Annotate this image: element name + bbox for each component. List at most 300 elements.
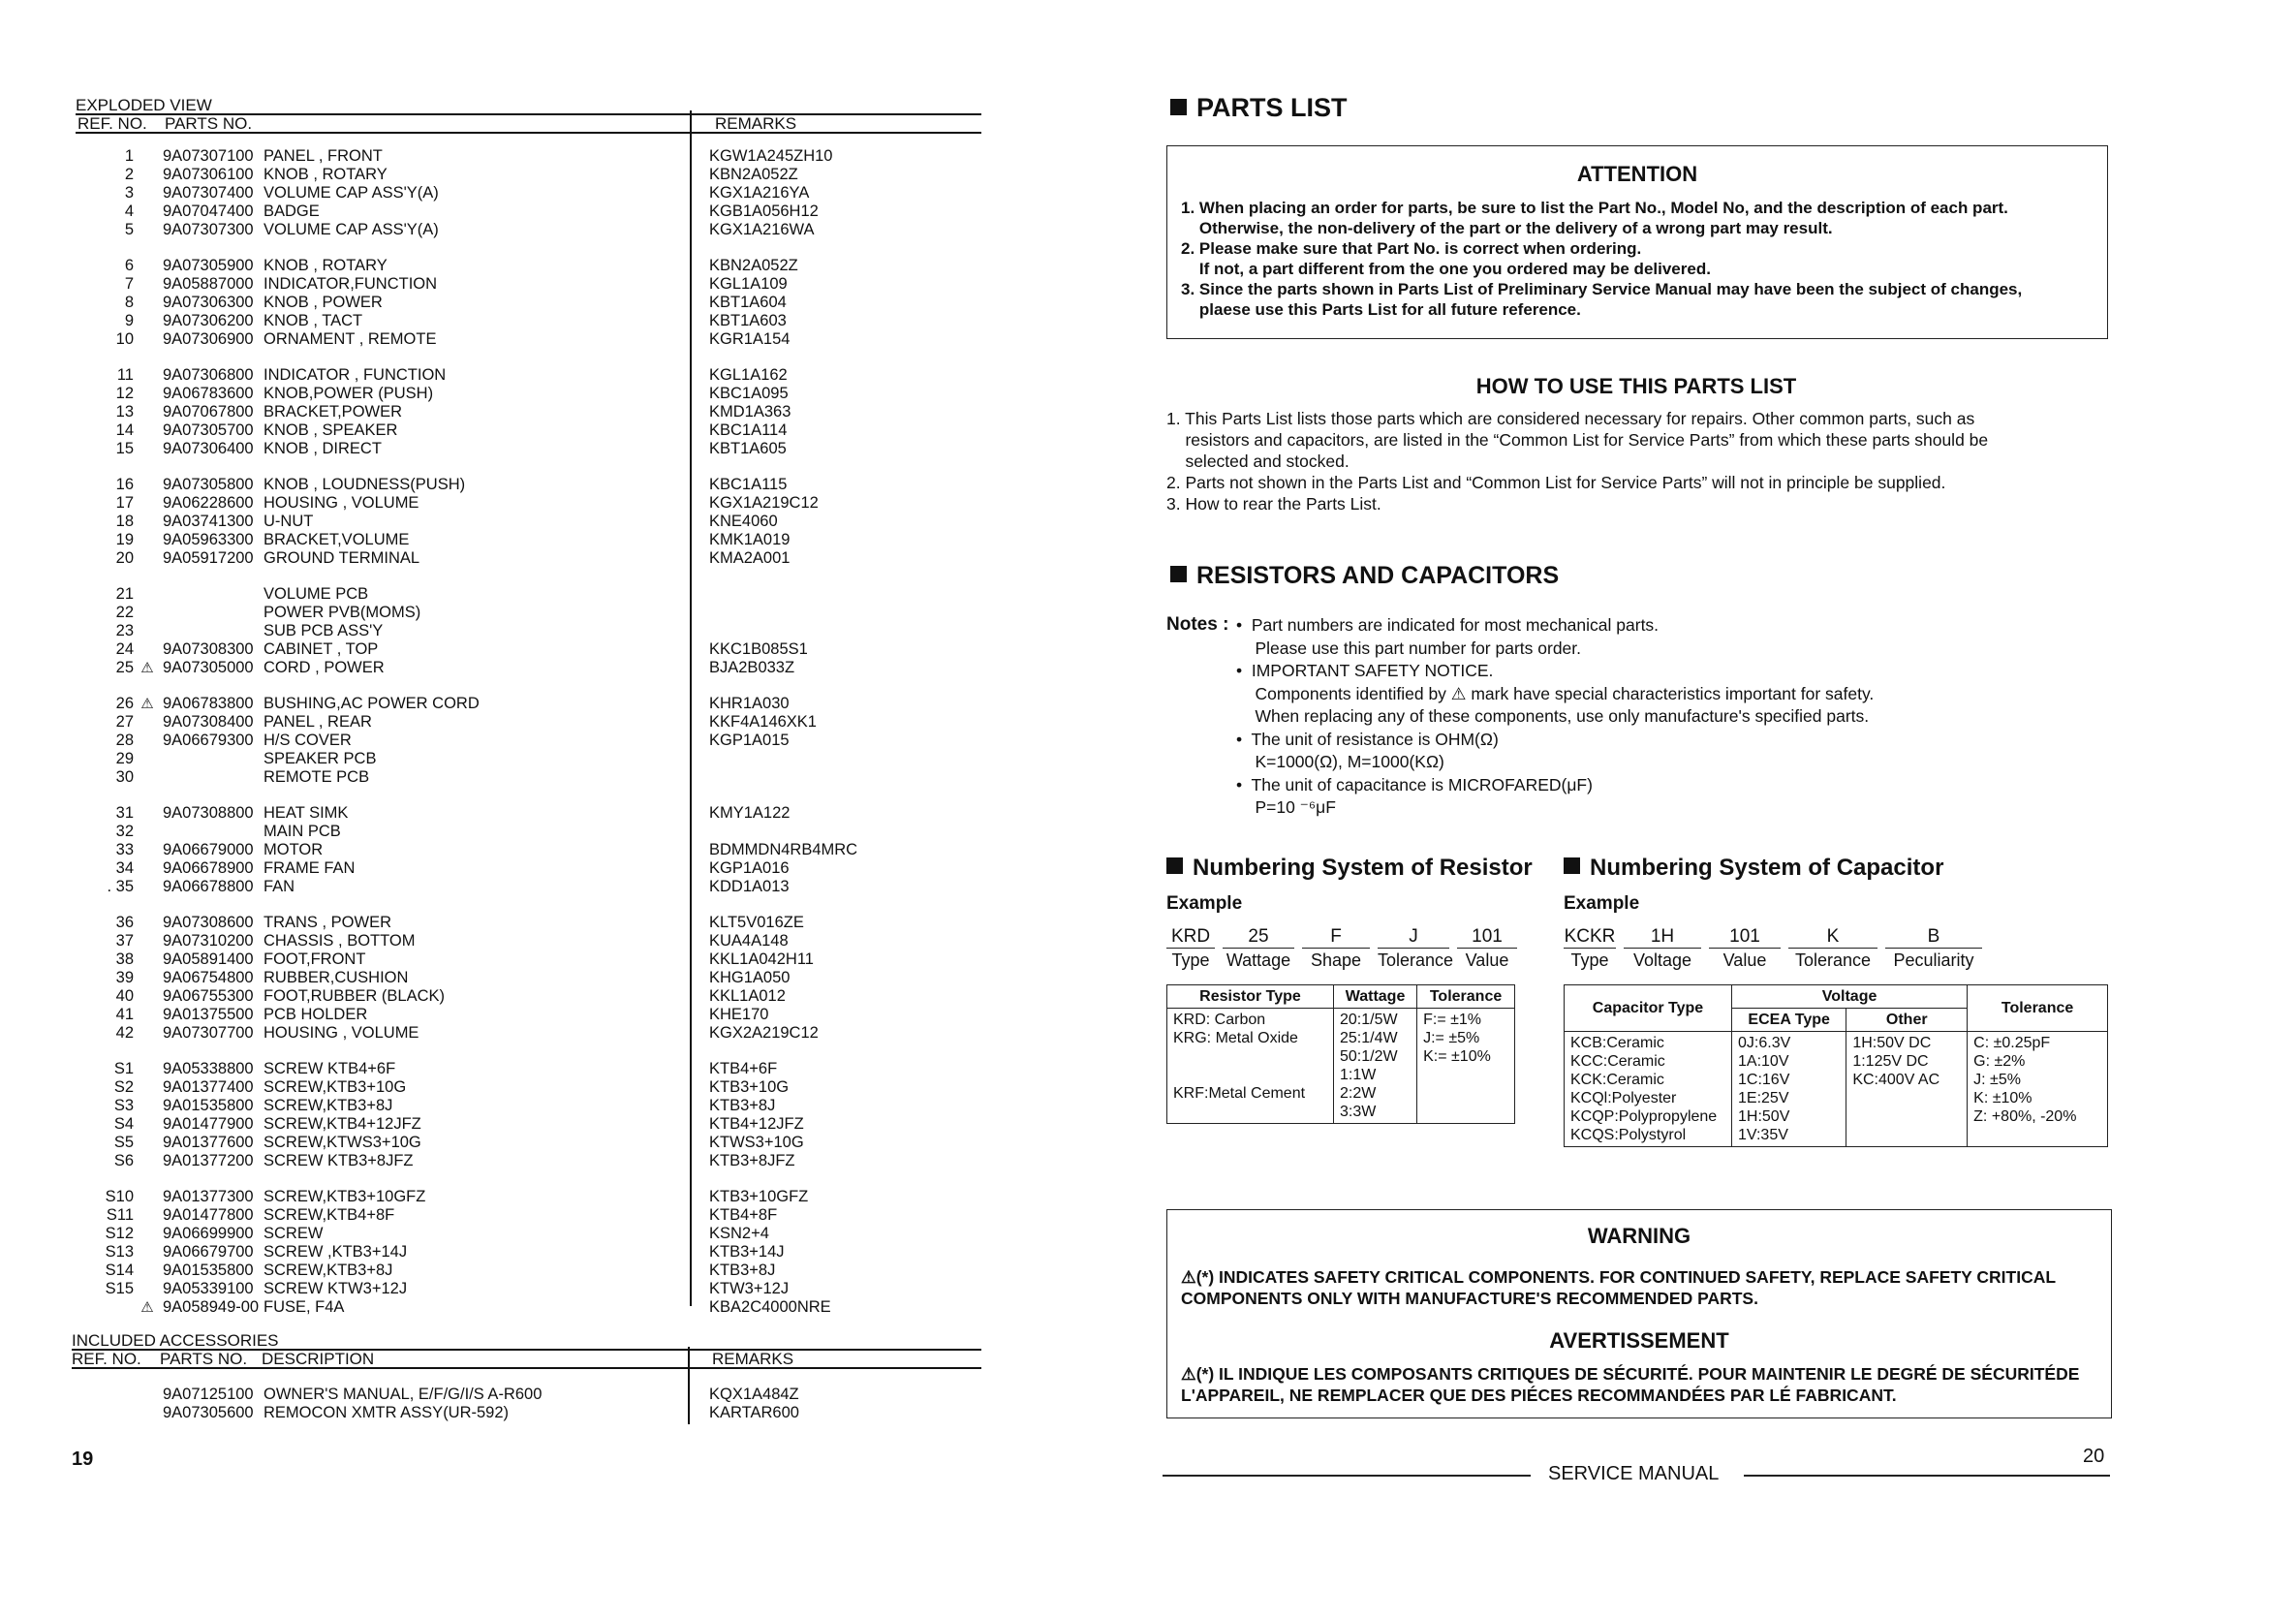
cell-desc: H/S COVER	[264, 732, 352, 749]
cell-desc: SCREW,KTWS3+10G	[264, 1134, 421, 1151]
example-label: Tolerance	[1794, 950, 1872, 970]
example-code: K	[1788, 926, 1877, 949]
cell-pn: 9A07307700	[163, 1024, 254, 1042]
example-code: 101	[1457, 926, 1517, 949]
exploded-view-title: EXPLODED VIEW	[76, 96, 212, 114]
cell-ref: 24	[115, 640, 134, 658]
cell-rem: KHG1A050	[709, 969, 791, 986]
cell-ref: 13	[115, 403, 134, 421]
accessories-title: INCLUDED ACCESSORIES	[72, 1331, 279, 1350]
cell-pn: 9A06783600	[163, 385, 254, 402]
cell-rem: KBA2C4000NRE	[709, 1298, 831, 1316]
cell-ref: 29	[115, 750, 134, 767]
cell-rem: BJA2B033Z	[709, 659, 795, 676]
warning-title-fr: AVERTISSEMENT	[1549, 1328, 1729, 1353]
attention-line: 2. Please make sure that Part No. is correct when ordering.	[1181, 239, 1642, 258]
cell-pn: 9A06678800	[163, 878, 254, 895]
cell-rem: KBT1A604	[709, 294, 787, 311]
how-to-title: HOW TO USE THIS PARTS LIST	[1475, 374, 1797, 398]
cell-ref: S13	[105, 1243, 134, 1261]
cell-rem: KTB3+8J	[709, 1097, 776, 1114]
cell-rem: KKL1A042H11	[709, 950, 814, 968]
example-code: KCKR	[1564, 926, 1616, 947]
cell-rem: KLT5V016ZE	[709, 914, 804, 931]
cap-th-ecea: ECEA Type	[1732, 1009, 1846, 1032]
resistor-title-text: Numbering System of Resistor	[1193, 855, 1533, 881]
cell-rem: KTB3+8JFZ	[709, 1152, 795, 1169]
example-label: Value	[1465, 950, 1509, 970]
attention-title: ATTENTION	[1576, 162, 1698, 186]
cell-pn: 9A01377200	[163, 1152, 254, 1169]
cell-rem: KTWS3+10G	[709, 1134, 804, 1151]
example-label: Type	[1171, 950, 1210, 970]
square-bullet-icon	[1166, 857, 1183, 874]
cell-ref: 15	[115, 440, 134, 457]
cell-pn: 9A07307400	[163, 184, 254, 202]
col-header-remarks: REMARKS	[715, 114, 797, 133]
footer-rule-left	[1163, 1475, 1531, 1477]
cell-desc: VOLUME CAP ASS'Y(A)	[264, 221, 439, 238]
cell-rem: KGL1A109	[709, 275, 788, 293]
example-label: Wattage	[1226, 950, 1291, 970]
header-rule-bottom	[76, 132, 981, 134]
square-bullet-icon	[1564, 857, 1580, 874]
cell-rem: KTB3+10G	[709, 1078, 790, 1096]
cell-rem: KTB3+8J	[709, 1262, 776, 1279]
cell-ref: 5	[124, 221, 134, 238]
attention-line: 1. When placing an order for parts, be sure to list the Part No., Model No, and the description of each part.	[1181, 199, 2008, 217]
page-number-left: 19	[72, 1449, 94, 1470]
cell-desc: SCREW	[264, 1225, 324, 1242]
example-label: Peculiarity	[1893, 950, 1974, 970]
note-line: • The unit of capacitance is MICROFARED(μF)	[1236, 774, 1593, 794]
notes-text	[1236, 614, 1874, 820]
cell-desc: SCREW KTB3+8JFZ	[264, 1152, 414, 1169]
cell-pn: 9A07305600	[163, 1404, 254, 1421]
cell-desc: VOLUME PCB	[264, 585, 369, 603]
res-col-type: KRD: Carbon KRG: Metal Oxide KRF:Metal Cement	[1167, 1009, 1334, 1124]
cell-pn: 9A01477800	[163, 1206, 254, 1224]
note-line: Please use this part number for parts order.	[1236, 638, 1582, 658]
cell-ref: 20	[115, 549, 134, 567]
cell-desc: U-NUT	[264, 513, 314, 530]
acc-col-header-ref: REF. NO.	[72, 1350, 141, 1368]
cell-desc: FOOT,FRONT	[264, 950, 366, 968]
warning-title: WARNING	[1587, 1224, 1691, 1248]
cell-desc: INDICATOR,FUNCTION	[264, 275, 438, 293]
cell-ref: 38	[115, 950, 134, 968]
cell-rem: KBN2A052Z	[709, 257, 798, 274]
cell-desc: GROUND TERMINAL	[264, 549, 420, 567]
cell-pn: 9A07306200	[163, 312, 254, 329]
cell-ref: S6	[113, 1152, 134, 1169]
capacitor-title-text: Numbering System of Capacitor	[1590, 855, 1944, 881]
cap-th-voltage: Voltage	[1732, 985, 1968, 1009]
cell-pn: 9A05917200	[163, 549, 254, 567]
cell-desc: PANEL , REAR	[264, 713, 372, 731]
note-line: • Part numbers are indicated for most mechanical parts.	[1236, 615, 1660, 635]
cell-pn: 9A07305000	[163, 659, 254, 676]
cell-ref: 3	[124, 184, 134, 202]
example-code: 1H	[1624, 926, 1701, 949]
cell-desc: INDICATOR , FUNCTION	[264, 366, 447, 384]
remarks-column-rule	[690, 110, 692, 1306]
cell-ref: 2	[124, 166, 134, 183]
resistor-table	[1166, 984, 1515, 1124]
cell-ref: 12	[115, 385, 134, 402]
cell-rem: KDD1A013	[709, 878, 790, 895]
cell-desc: BUSHING,AC POWER CORD	[264, 695, 480, 712]
cell-pn: 9A06679700	[163, 1243, 254, 1261]
cell-pn: 9A05963300	[163, 531, 254, 548]
cell-desc: REMOCON XMTR ASSY(UR-592)	[264, 1404, 510, 1421]
rc-title-text: RESISTORS AND CAPACITORS	[1196, 562, 1560, 589]
cell-desc: CABINET , TOP	[264, 640, 379, 658]
cell-ref: 41	[115, 1006, 134, 1023]
cell-desc: TRANS , POWER	[264, 914, 392, 931]
note-line: • IMPORTANT SAFETY NOTICE.	[1236, 661, 1494, 680]
cell-desc: RUBBER,CUSHION	[264, 969, 409, 986]
rc-title	[1170, 562, 1559, 590]
cell-desc: HOUSING , VOLUME	[264, 494, 419, 512]
how-to-text	[1166, 408, 1988, 514]
cell-desc: KNOB , ROTARY	[264, 257, 388, 274]
cell-desc: VOLUME CAP ASS'Y(A)	[264, 184, 439, 202]
cell-rem: KARTAR600	[709, 1404, 799, 1421]
cell-mark: ⚠	[140, 660, 154, 676]
cell-rem: KBT1A603	[709, 312, 787, 329]
cell-pn: 9A06678900	[163, 859, 254, 877]
cell-desc: BRACKET,VOLUME	[264, 531, 410, 548]
cell-desc: ORNAMENT , REMOTE	[264, 330, 437, 348]
cell-rem: KTB4+8F	[709, 1206, 778, 1224]
cap-col-type: KCB:Ceramic KCC:Ceramic KCK:Ceramic KCQl:Polyester KCQP:Polypropylene KCQS:Polystyrol	[1565, 1032, 1732, 1147]
cell-rem: KTB3+14J	[709, 1243, 785, 1261]
cell-ref: 36	[115, 914, 134, 931]
cell-desc: FAN	[264, 878, 295, 895]
cell-pn: 9A05887000	[163, 275, 254, 293]
example-label: Type	[1570, 950, 1609, 970]
cell-rem: KTB4+6F	[709, 1060, 778, 1077]
cell-pn: 9A03741300	[163, 513, 254, 530]
cell-ref: 16	[115, 476, 134, 493]
cell-desc: FUSE, F4A	[264, 1298, 345, 1316]
cell-desc: BRACKET,POWER	[264, 403, 403, 421]
cell-pn: 9A06755300	[163, 987, 254, 1005]
cell-ref: 11	[116, 366, 134, 384]
note-line: When replacing any of these components, use only manufacture's specified parts.	[1236, 706, 1870, 726]
cell-ref: 6	[124, 257, 134, 274]
attention-line: plaese use this Parts List for all future reference.	[1181, 300, 1581, 319]
attention-text	[1181, 198, 2022, 320]
cell-ref: 40	[115, 987, 134, 1005]
cell-rem: KHR1A030	[709, 695, 790, 712]
cell-rem: KNE4060	[709, 513, 778, 530]
cell-desc: REMOTE PCB	[264, 768, 370, 786]
cap-col-tolerance: C: ±0.25pF G: ±2% J: ±5% K: ±10% Z: +80%, -20%	[1968, 1032, 2108, 1147]
how-to-line: selected and stocked.	[1166, 452, 1350, 471]
res-th-type: Resistor Type	[1167, 985, 1334, 1009]
cell-pn: 9A06754800	[163, 969, 254, 986]
parts-list-title	[1170, 93, 1348, 123]
attention-box	[1166, 145, 2108, 339]
cell-pn: 9A01377400	[163, 1078, 254, 1096]
cell-desc: CHASSIS , BOTTOM	[264, 932, 416, 950]
cell-rem: KTW3+12J	[709, 1280, 790, 1297]
note-line: P=10 ⁻⁶μF	[1236, 797, 1336, 817]
cell-desc: POWER PVB(MOMS)	[264, 604, 421, 621]
example-code: KRD	[1166, 926, 1215, 949]
cell-pn: 9A058949-00	[163, 1298, 260, 1316]
cell-mark: ⚠	[140, 1299, 154, 1316]
cell-rem: KGX1A219C12	[709, 494, 819, 512]
cell-desc: HOUSING , VOLUME	[264, 1024, 419, 1042]
cell-rem: BDMMDN4RB4MRC	[709, 841, 858, 858]
cell-ref: S1	[113, 1060, 134, 1077]
cell-ref: 28	[115, 732, 134, 749]
resistor-example-label: Example	[1166, 893, 1243, 914]
cell-ref: S15	[105, 1280, 134, 1297]
cell-rem: KGW1A245ZH10	[709, 147, 833, 165]
cell-ref: 34	[115, 859, 134, 877]
cell-pn: 9A07306800	[163, 366, 254, 384]
cell-pn: 9A07305700	[163, 421, 254, 439]
cell-rem: KKL1A012	[709, 987, 786, 1005]
cell-pn: 9A01375500	[163, 1006, 254, 1023]
cell-ref: 10	[115, 330, 134, 348]
res-col-wattage: 20:1/5W 25:1/4W 50:1/2W 1:1W 2:2W 3:3W	[1333, 1009, 1416, 1124]
attention-line: If not, a part different from the one you ordered may be delivered.	[1181, 260, 1711, 278]
cell-desc: SCREW,KTB3+10GFZ	[264, 1188, 426, 1205]
cell-rem: KBC1A115	[709, 476, 788, 493]
cell-pn: 9A07125100	[163, 1386, 254, 1403]
acc-col-header-desc: DESCRIPTION	[262, 1350, 375, 1368]
cell-desc: SCREW KTB4+6F	[264, 1060, 396, 1077]
square-bullet-icon	[1170, 566, 1187, 582]
cell-desc: KNOB , POWER	[264, 294, 383, 311]
example-code: B	[1885, 926, 1982, 949]
cell-ref: S14	[105, 1262, 134, 1279]
note-line: Components identified by ⚠ mark have special characteristics important for safety.	[1236, 683, 1875, 703]
cell-rem: KGL1A162	[709, 366, 788, 384]
res-th-tolerance: Tolerance	[1417, 985, 1515, 1009]
cell-desc: PCB HOLDER	[264, 1006, 368, 1023]
how-to-line: 2. Parts not shown in the Parts List and “Common List for Service Parts” will not in principle be supplied.	[1166, 473, 1946, 492]
cell-desc: MOTOR	[264, 841, 324, 858]
cell-rem: KKF4A146XK1	[709, 713, 817, 731]
attention-line: Otherwise, the non-delivery of the part or the delivery of a wrong part may result.	[1181, 219, 1833, 237]
cell-ref: 42	[115, 1024, 134, 1042]
cell-desc: KNOB , DIRECT	[264, 440, 382, 457]
example-label: Value	[1722, 950, 1767, 970]
cell-pn: 9A07305900	[163, 257, 254, 274]
cell-pn: 9A07047400	[163, 202, 254, 220]
cell-pn: 9A06679300	[163, 732, 254, 749]
cell-rem: KQX1A484Z	[709, 1386, 799, 1403]
cell-ref: 21	[115, 585, 134, 603]
cell-ref: S10	[105, 1188, 134, 1205]
cell-mark: ⚠	[140, 696, 154, 712]
resistor-title	[1166, 855, 1533, 882]
cell-pn: 9A07067800	[163, 403, 254, 421]
parts-list-title-text: PARTS LIST	[1196, 93, 1348, 122]
cell-rem: KMD1A363	[709, 403, 791, 421]
cell-ref: 26	[115, 695, 134, 712]
example-code: F	[1302, 926, 1370, 949]
cell-ref: 33	[115, 841, 134, 858]
cell-ref: S4	[113, 1115, 134, 1133]
cell-pn: 9A06699900	[163, 1225, 254, 1242]
cell-ref: 31	[115, 804, 134, 822]
cell-ref: 14	[115, 421, 134, 439]
cell-rem: KGP1A015	[709, 732, 790, 749]
note-line: • The unit of resistance is OHM(Ω)	[1236, 729, 1499, 749]
cell-pn: 9A07308400	[163, 713, 254, 731]
cell-rem: KGB1A056H12	[709, 202, 819, 220]
cell-desc: MAIN PCB	[264, 823, 341, 840]
example-code: 101	[1709, 926, 1781, 949]
cell-desc: BADGE	[264, 202, 320, 220]
cell-rem: KGX1A216WA	[709, 221, 815, 238]
cell-ref: S2	[113, 1078, 134, 1096]
cell-ref: 8	[124, 294, 134, 311]
cell-ref: 30	[115, 768, 134, 786]
example-code: 25	[1223, 926, 1294, 949]
cell-rem: KTB3+10GFZ	[709, 1188, 809, 1205]
cell-desc: SPEAKER PCB	[264, 750, 377, 767]
how-to-line: 3. How to rear the Parts List.	[1166, 494, 1381, 514]
cell-pn: 9A07307100	[163, 147, 254, 165]
cap-col-other: 1H:50V DC 1:125V DC KC:400V AC	[1846, 1032, 1968, 1147]
cell-rem: KKC1B085S1	[709, 640, 808, 658]
cell-pn: 9A07306300	[163, 294, 254, 311]
cell-desc: SCREW KTW3+12J	[264, 1280, 408, 1297]
cell-pn: 9A07306900	[163, 330, 254, 348]
cell-pn: 9A01377300	[163, 1188, 254, 1205]
cell-pn: 9A01535800	[163, 1097, 254, 1114]
res-th-wattage: Wattage	[1333, 985, 1416, 1009]
cell-desc: SCREW,KTB3+8J	[264, 1097, 393, 1114]
cell-desc: SCREW,KTB3+10G	[264, 1078, 407, 1096]
cell-rem: KBC1A114	[709, 421, 788, 439]
cell-ref: 4	[124, 202, 134, 220]
cell-ref: 27	[115, 713, 134, 731]
footer-rule-right	[1744, 1475, 2110, 1477]
cell-rem: KBN2A052Z	[709, 166, 798, 183]
cell-pn: 9A07308300	[163, 640, 254, 658]
cell-pn: 9A06679000	[163, 841, 254, 858]
attention-line: 3. Since the parts shown in Parts List of Preliminary Service Manual may have been the subject of changes,	[1181, 280, 2023, 298]
cell-ref: S3	[113, 1097, 134, 1114]
cell-ref: 22	[115, 604, 134, 621]
cell-desc: SCREW,KTB4+12JFZ	[264, 1115, 421, 1133]
cell-pn: 9A06228600	[163, 494, 254, 512]
cell-ref: 1	[124, 147, 134, 165]
cell-desc: KNOB , LOUDNESS(PUSH)	[264, 476, 466, 493]
example-label: Shape	[1310, 950, 1362, 970]
cell-desc: OWNER'S MANUAL, E/F/G/I/S A-R600	[264, 1386, 543, 1403]
cell-ref: 23	[115, 622, 134, 639]
cell-desc: SUB PCB ASS'Y	[264, 622, 384, 639]
cell-desc: CORD , POWER	[264, 659, 385, 676]
cell-pn: 9A06783800	[163, 695, 254, 712]
capacitor-title	[1564, 855, 1943, 882]
cell-ref: S12	[105, 1225, 134, 1242]
cell-ref: 39	[115, 969, 134, 986]
how-to-line: resistors and capacitors, are listed in the “Common List for Service Parts” from which these parts should be	[1166, 430, 1989, 450]
cell-ref: S5	[113, 1134, 134, 1151]
cell-pn: 9A01477900	[163, 1115, 254, 1133]
cell-rem: KMA2A001	[709, 549, 791, 567]
cell-desc: KNOB,POWER (PUSH)	[264, 385, 434, 402]
cell-rem: KTB4+12JFZ	[709, 1115, 804, 1133]
example-label: Voltage	[1632, 950, 1692, 970]
cell-desc: SCREW ,KTB3+14J	[264, 1243, 408, 1261]
footer-title: SERVICE MANUAL	[1548, 1463, 1720, 1484]
cap-col-ecea: 0J:6.3V 1A:10V 1C:16V 1E:25V 1H:50V 1V:35V	[1732, 1032, 1846, 1147]
cell-desc: KNOB , TACT	[264, 312, 363, 329]
cell-rem: KBT1A605	[709, 440, 787, 457]
col-header-ref: REF. NO.	[78, 114, 147, 133]
cell-rem: KBC1A095	[709, 385, 789, 402]
cell-desc: HEAT SIMK	[264, 804, 349, 822]
cell-rem: KUA4A148	[709, 932, 789, 950]
cell-desc: FOOT,RUBBER (BLACK)	[264, 987, 446, 1005]
warning-text: ⚠(*) INDICATES SAFETY CRITICAL COMPONENTS. FOR CONTINUED SAFETY, REPLACE SAFETY CRITICAL COMPONENTS ONLY WITH MANUFACTURE'S RECOMMENDED PARTS.	[1181, 1267, 2056, 1308]
cap-th-other: Other	[1846, 1009, 1968, 1032]
cell-ref: S11	[106, 1206, 134, 1224]
page-number-right: 20	[2083, 1446, 2105, 1467]
cell-rem: KSN2+4	[709, 1225, 769, 1242]
cell-ref: 19	[115, 531, 134, 548]
cell-desc: SCREW,KTB3+8J	[264, 1262, 393, 1279]
how-to-line: 1. This Parts List lists those parts which are considered necessary for repairs. Other common parts, such as	[1166, 409, 1975, 428]
capacitor-example-label: Example	[1564, 893, 1640, 914]
cell-pn: 9A05339100	[163, 1280, 254, 1297]
cell-pn: 9A07310200	[163, 932, 254, 950]
cell-ref: 37	[115, 932, 134, 950]
cell-ref: 7	[124, 275, 134, 293]
col-header-parts: PARTS NO.	[165, 114, 253, 133]
cell-ref: 9	[124, 312, 134, 329]
cell-rem: KHE170	[709, 1006, 769, 1023]
cap-th-type: Capacitor Type	[1565, 985, 1732, 1032]
warning-text-fr: ⚠(*) IL INDIQUE LES COMPOSANTS CRITIQUES DE SÉCURITÉ. POUR MAINTENIR LE DEGRÉ DE SÉCURITÉDE L'APPAREIL, NE REMPLACER QUE DES PIÉCES RECOMMANDÉES PAR LÉ FABRICANT.	[1181, 1364, 2080, 1405]
notes-label: Notes :	[1166, 614, 1229, 635]
cell-pn: 9A07308600	[163, 914, 254, 931]
cell-pn: 9A07305800	[163, 476, 254, 493]
cell-ref: . 35	[107, 878, 134, 895]
acc-col-header-remarks: REMARKS	[712, 1350, 794, 1368]
cell-pn: 9A01535800	[163, 1262, 254, 1279]
cell-rem: KMY1A122	[709, 804, 791, 822]
cell-desc: FRAME FAN	[264, 859, 356, 877]
cell-ref: 32	[115, 823, 134, 840]
res-col-tolerance: F:= ±1% J:= ±5% K:= ±10%	[1417, 1009, 1515, 1124]
acc-header-rule-bottom	[72, 1367, 981, 1369]
cell-pn: 9A07308800	[163, 804, 254, 822]
cap-th-tolerance: Tolerance	[1968, 985, 2108, 1032]
cell-desc: SCREW,KTB4+8F	[264, 1206, 395, 1224]
cell-pn: 9A07306100	[163, 166, 254, 183]
example-label: Tolerance	[1378, 950, 1454, 970]
cell-pn: 9A01377600	[163, 1134, 254, 1151]
example-code: J	[1378, 926, 1449, 949]
cell-pn: 9A07306400	[163, 440, 254, 457]
cell-rem: KGR1A154	[709, 330, 791, 348]
acc-remarks-rule	[688, 1347, 690, 1424]
cell-ref: 18	[115, 513, 134, 530]
